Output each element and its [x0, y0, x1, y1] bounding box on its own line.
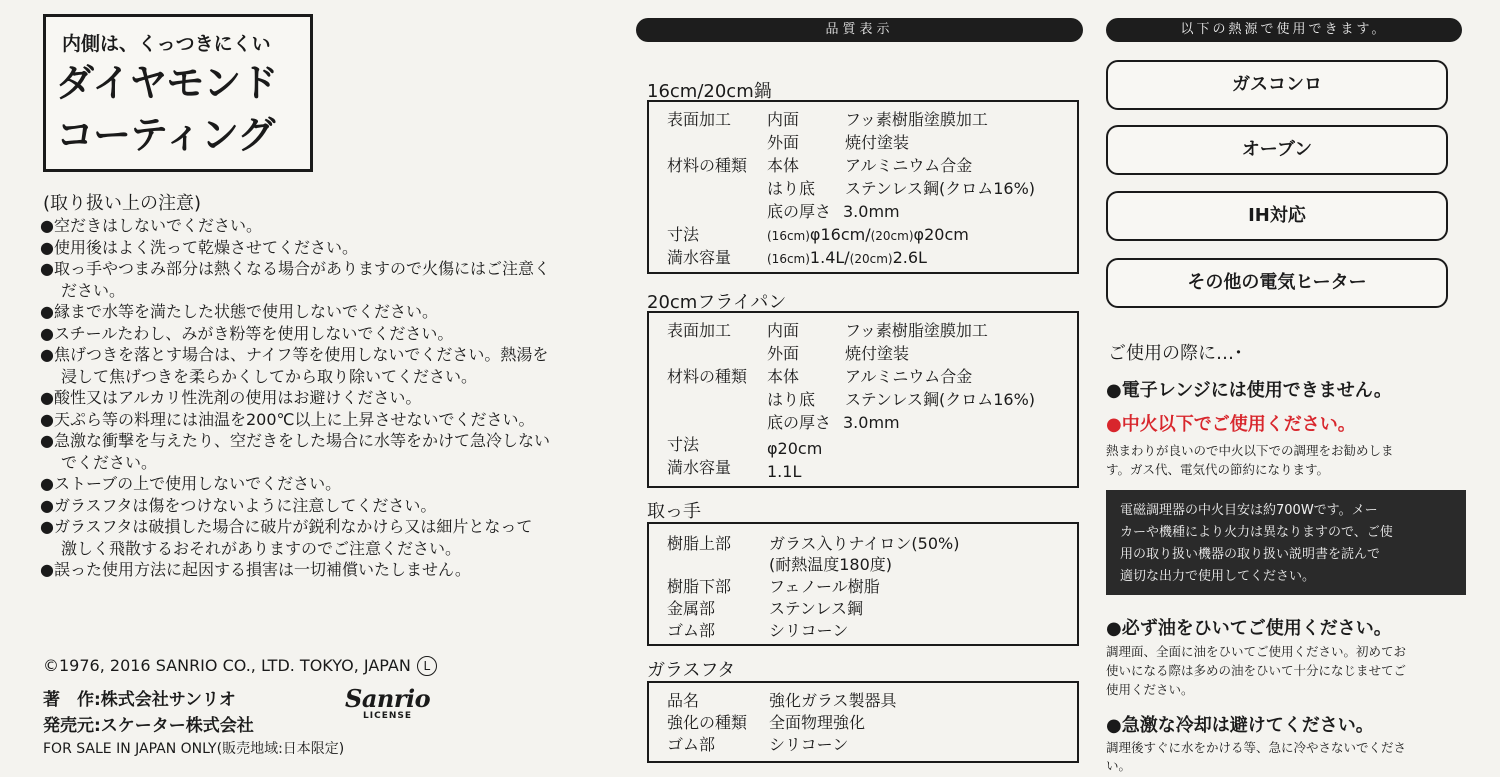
- spec-value: シリコーン: [769, 621, 849, 640]
- author-credit: 著 作:株式会社サンリオ: [43, 690, 236, 710]
- cooling-detail: 調理後すぐに水をかける等、急に冷やさないでくださ: [1106, 740, 1407, 755]
- spec-label: 材料の種類: [667, 156, 748, 175]
- caution-line: ●誤った使用方法に起因する損害は一切補償いたしません。: [40, 560, 471, 579]
- caution-line: でください。: [61, 452, 158, 472]
- cooling-detail: い。: [1106, 758, 1132, 773]
- spec-sublabel: 底の厚さ: [767, 413, 832, 432]
- caution-line: ●空だきはしないでください。: [40, 216, 262, 235]
- spec-value: シリコーン: [769, 735, 849, 754]
- title-line-2: コーティング: [56, 113, 275, 157]
- spec-value: アルミニウム合金: [845, 156, 973, 175]
- spec-value: 3.0mm: [843, 202, 900, 221]
- title-subtitle: 内側は、くっつきにくい: [62, 33, 271, 55]
- oil-detail: 使用ください。: [1106, 682, 1194, 697]
- capacity-value: 2.6L: [892, 248, 927, 267]
- cooling-note: ●急激な冷却は避けてください。: [1106, 715, 1374, 736]
- heat-source-gas: ガスコンロ: [1106, 60, 1448, 110]
- spec-value: フェノール樹脂: [769, 577, 880, 596]
- medium-fire-detail: 熱まわりが良いので中火以下での調理をお勧めしま: [1106, 443, 1394, 458]
- logo-word: Sanrio: [345, 684, 431, 713]
- spec-sublabel: はり底: [767, 179, 816, 198]
- seller-credit: 発売元:スケーター株式会社: [43, 716, 254, 736]
- spec-sublabel: 外面: [767, 344, 800, 363]
- pot-title: 16cm/20cm鍋: [647, 81, 772, 102]
- caution-line: ●縁まで水等を満たした状態で使用しないでください。: [40, 302, 438, 321]
- medium-fire-detail: す。ガス代、電気代の節約になります。: [1106, 462, 1330, 477]
- spec-sublabel: 本体: [767, 156, 800, 175]
- ih-note-line: 電磁調理器の中火目安は約700Wです。メー: [1120, 503, 1378, 518]
- handle-title: 取っ手: [647, 501, 701, 522]
- spec-label: 強化の種類: [667, 713, 748, 732]
- spec-value: φ20cm: [767, 439, 823, 458]
- caution-line: 激しく飛散するおそれがありますのでご注意ください。: [61, 538, 462, 558]
- copyright-text: ©1976, 2016 SANRIO CO., LTD. TOKYO, JAPAN: [43, 656, 411, 675]
- lid-spec-box: [647, 681, 1079, 763]
- spec-value: 焼付塗装: [845, 133, 910, 152]
- spec-value: 強化ガラス製器具: [769, 691, 897, 710]
- handle-spec-box: [647, 522, 1079, 646]
- heat-source-heading: 以下の熱源で使用できます。: [1106, 18, 1462, 42]
- caution-line: ●ガラスフタは傷をつけないように注意してください。: [40, 495, 437, 515]
- ih-note-line: カーや機種により火力は異なりますので、ご使: [1120, 525, 1393, 540]
- spec-value: ステンレス鋼: [769, 599, 864, 618]
- oil-note: ●必ず油をひいてご使用ください。: [1106, 618, 1392, 639]
- spec-sublabel: 内面: [767, 321, 800, 340]
- logo-sub: LICENSE: [363, 711, 413, 721]
- oil-detail: 調理面、全面に油をひいてご使用ください。初めてお: [1106, 644, 1407, 659]
- ih-note-line: 適切な出力で使用してください。: [1120, 569, 1316, 584]
- capacity-value: 1.4L/: [809, 248, 850, 267]
- size-value: φ20cm: [913, 225, 969, 244]
- pan-spec-box: [647, 311, 1079, 488]
- ih-note-line: 用の取り扱い機器の取り扱い説明書を読んで: [1120, 547, 1381, 562]
- spec-sublabel: 底の厚さ: [767, 202, 832, 221]
- title-line-1: ダイヤモンド: [56, 61, 278, 105]
- spec-value: 1.1L: [767, 462, 802, 481]
- capacity-prefix: (20cm): [849, 252, 893, 266]
- medium-fire-note: ●中火以下でご使用ください。: [1106, 414, 1356, 435]
- caution-line: ●天ぷら等の料理には油温を200℃以上に上昇させないでください。: [40, 409, 535, 429]
- spec-value: 3.0mm: [843, 413, 900, 432]
- ih-power-note-box: [1106, 490, 1466, 595]
- lid-title: ガラスフタ: [647, 660, 736, 681]
- caution-line: ●取っ手やつまみ部分は熱くなる場合がありますので火傷にはご注意く: [40, 259, 550, 278]
- spec-size-values: [767, 225, 969, 246]
- pan-title: 20cmフライパン: [647, 292, 787, 313]
- spec-label: 樹脂下部: [667, 577, 732, 596]
- spec-label: 満水容量: [667, 248, 732, 267]
- spec-value: フッ素樹脂塗膜加工: [845, 321, 988, 340]
- spec-label: 金属部: [667, 599, 716, 618]
- caution-list: [40, 215, 620, 581]
- caution-heading: (取り扱い上の注意): [43, 193, 202, 214]
- spec-sublabel: 外面: [767, 133, 800, 152]
- quality-heading: 品質表示: [636, 18, 1083, 42]
- spec-value-note: (耐熱温度180度): [769, 555, 893, 574]
- spec-label: 満水容量: [667, 458, 732, 477]
- copyright-notice: [43, 656, 437, 676]
- spec-sublabel: 本体: [767, 367, 800, 386]
- spec-label: 表面加工: [667, 321, 732, 340]
- spec-value: ステンレス鋼(クロム16%): [845, 179, 1036, 198]
- caution-line: 浸して焦げつきを柔らかくしてから取り除いてください。: [61, 366, 478, 386]
- heat-source-electric-heater: その他の電気ヒーター: [1106, 258, 1448, 308]
- sale-region-note: FOR SALE IN JAPAN ONLY(販売地域:日本限定): [43, 741, 345, 757]
- no-microwave-note: ●電子レンジには使用できません。: [1106, 380, 1392, 401]
- size-prefix: (20cm): [870, 229, 914, 243]
- usage-heading: ご使用の際に…･: [1108, 343, 1243, 364]
- caution-line: ●急激な衝撃を与えたり、空だきをした場合に水等をかけて急冷しない: [40, 431, 550, 450]
- caution-line: ●使用後はよく洗って乾燥させてください。: [40, 237, 358, 257]
- spec-capacity-values: [767, 248, 927, 269]
- size-value: φ16cm/: [809, 225, 871, 244]
- spec-label: 品名: [667, 691, 700, 710]
- caution-line: ●焦げつきを落とす場合は、ナイフ等を使用しないでください。熱湯を: [40, 345, 549, 364]
- spec-sublabel: 内面: [767, 110, 800, 129]
- product-title-box: [43, 14, 313, 172]
- caution-line: ●ガラスフタは破損した場合に破片が鋭利なかけら又は細片となって: [40, 517, 533, 536]
- spec-label: 樹脂上部: [667, 534, 732, 553]
- heat-source-ih: IH対応: [1106, 191, 1448, 241]
- license-mark-icon: L: [417, 656, 437, 676]
- spec-label: 寸法: [667, 435, 700, 454]
- spec-value: アルミニウム合金: [845, 367, 973, 386]
- spec-value: 焼付塗装: [845, 344, 910, 363]
- spec-value: ステンレス鋼(クロム16%): [845, 390, 1036, 409]
- spec-value: フッ素樹脂塗膜加工: [845, 110, 988, 129]
- sanrio-license-logo: [345, 684, 430, 721]
- spec-label: 表面加工: [667, 110, 732, 129]
- caution-line: ●スチールたわし、みがき粉等を使用しないでください。: [40, 323, 454, 343]
- caution-line: ●ストーブの上で使用しないでください。: [40, 474, 342, 493]
- size-prefix: (16cm): [767, 229, 810, 243]
- spec-label: 寸法: [667, 225, 700, 244]
- spec-value: ガラス入りナイロン(50%): [769, 534, 960, 553]
- caution-line: ださい。: [61, 280, 126, 300]
- spec-label: 材料の種類: [667, 367, 748, 386]
- spec-label: ゴム部: [667, 735, 716, 754]
- spec-sublabel: はり底: [767, 390, 816, 409]
- heat-source-oven: オーブン: [1106, 125, 1448, 175]
- caution-line: ●酸性又はアルカリ性洗剤の使用はお避けください。: [40, 388, 422, 407]
- spec-value: 全面物理強化: [769, 713, 866, 732]
- pot-spec-box: [647, 100, 1079, 274]
- oil-detail: 使いになる際は多めの油をひいて十分になじませてご: [1106, 663, 1407, 678]
- capacity-prefix: (16cm): [767, 252, 810, 266]
- spec-label: ゴム部: [667, 621, 716, 640]
